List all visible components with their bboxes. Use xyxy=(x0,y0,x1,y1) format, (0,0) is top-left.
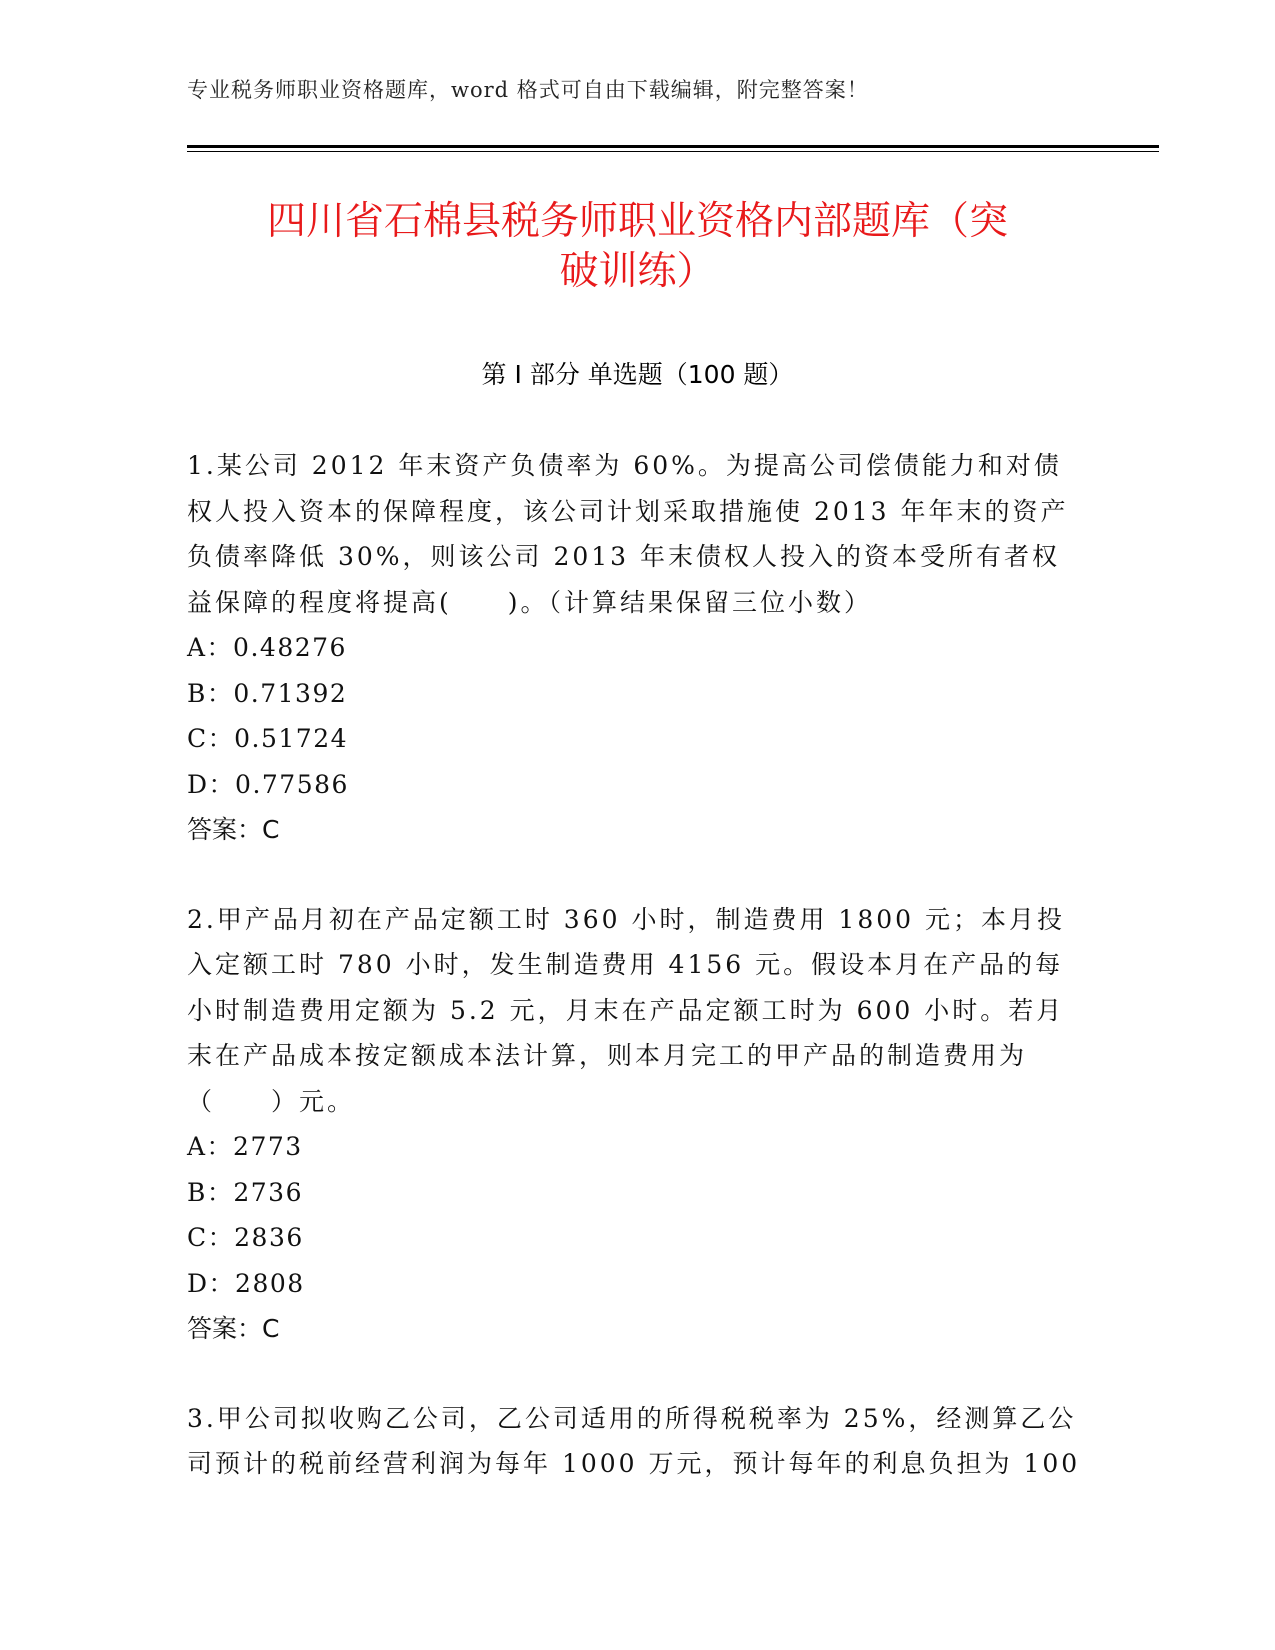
document-title xyxy=(150,197,1125,297)
option-d: D：0.77586 xyxy=(187,769,349,799)
option-b: B：0.71392 xyxy=(187,678,348,708)
question-stem: 3.甲公司拟收购乙公司，乙公司适用的所得税税率为 25%，经测算乙公司预计的税前经营利润为每年 1000 万元，预计每年的利息负担为 100 xyxy=(187,1403,1081,1478)
option-b: B：2736 xyxy=(187,1177,303,1207)
header-rule-thick xyxy=(187,145,1159,148)
option-c: C：2836 xyxy=(187,1223,304,1252)
title-line-1: 四川省石棉县税务师职业资格内部题库（突 xyxy=(266,199,1008,244)
section-title: 第 I 部分 单选题（100 题） xyxy=(481,360,794,389)
header-rule-thin xyxy=(187,151,1159,152)
question-stem: 2.甲产品月初在产品定额工时 360 小时，制造费用 1800 元；本月投入定额工时 780 小时，发生制造费用 4156 元。假设本月在产品的每小时制造费用定额为 5.2 元，月末在产品定额工时为 600 小时。若月末在产品成本按定额成本法计算，则本月完工的甲产品的制造费用为（ ）元。 xyxy=(187,904,1065,1116)
question-3 xyxy=(187,1396,1087,1487)
question-stem: 1.某公司 2012 年末资产负债率为 60%。为提高公司偿债能力和对债权人投入资本的保障程度，该公司计划采取措施使 2013 年年末的资产负债率降低 30%，则该公司 2013 年末债权人投入的资本受所有者权益保障的程度将提高( )。（计算结果保留三位小数） xyxy=(187,451,1069,617)
option-c: C：0.51724 xyxy=(187,724,349,753)
question-2 xyxy=(187,897,1087,1352)
option-d: D：2808 xyxy=(187,1268,305,1298)
answer: 答案：C xyxy=(187,815,280,844)
answer: 答案：C xyxy=(187,1314,280,1343)
header-note: 专业税务师职业资格题库，word 格式可自由下载编辑，附完整答案！ xyxy=(187,78,869,102)
title-line-2: 破训练） xyxy=(559,249,716,294)
question-gap xyxy=(187,853,1087,897)
option-a: A：0.48276 xyxy=(187,633,347,662)
question-gap xyxy=(187,1352,1087,1396)
question-list xyxy=(187,443,1087,1487)
option-a: A：2773 xyxy=(187,1132,303,1161)
question-1 xyxy=(187,443,1087,853)
